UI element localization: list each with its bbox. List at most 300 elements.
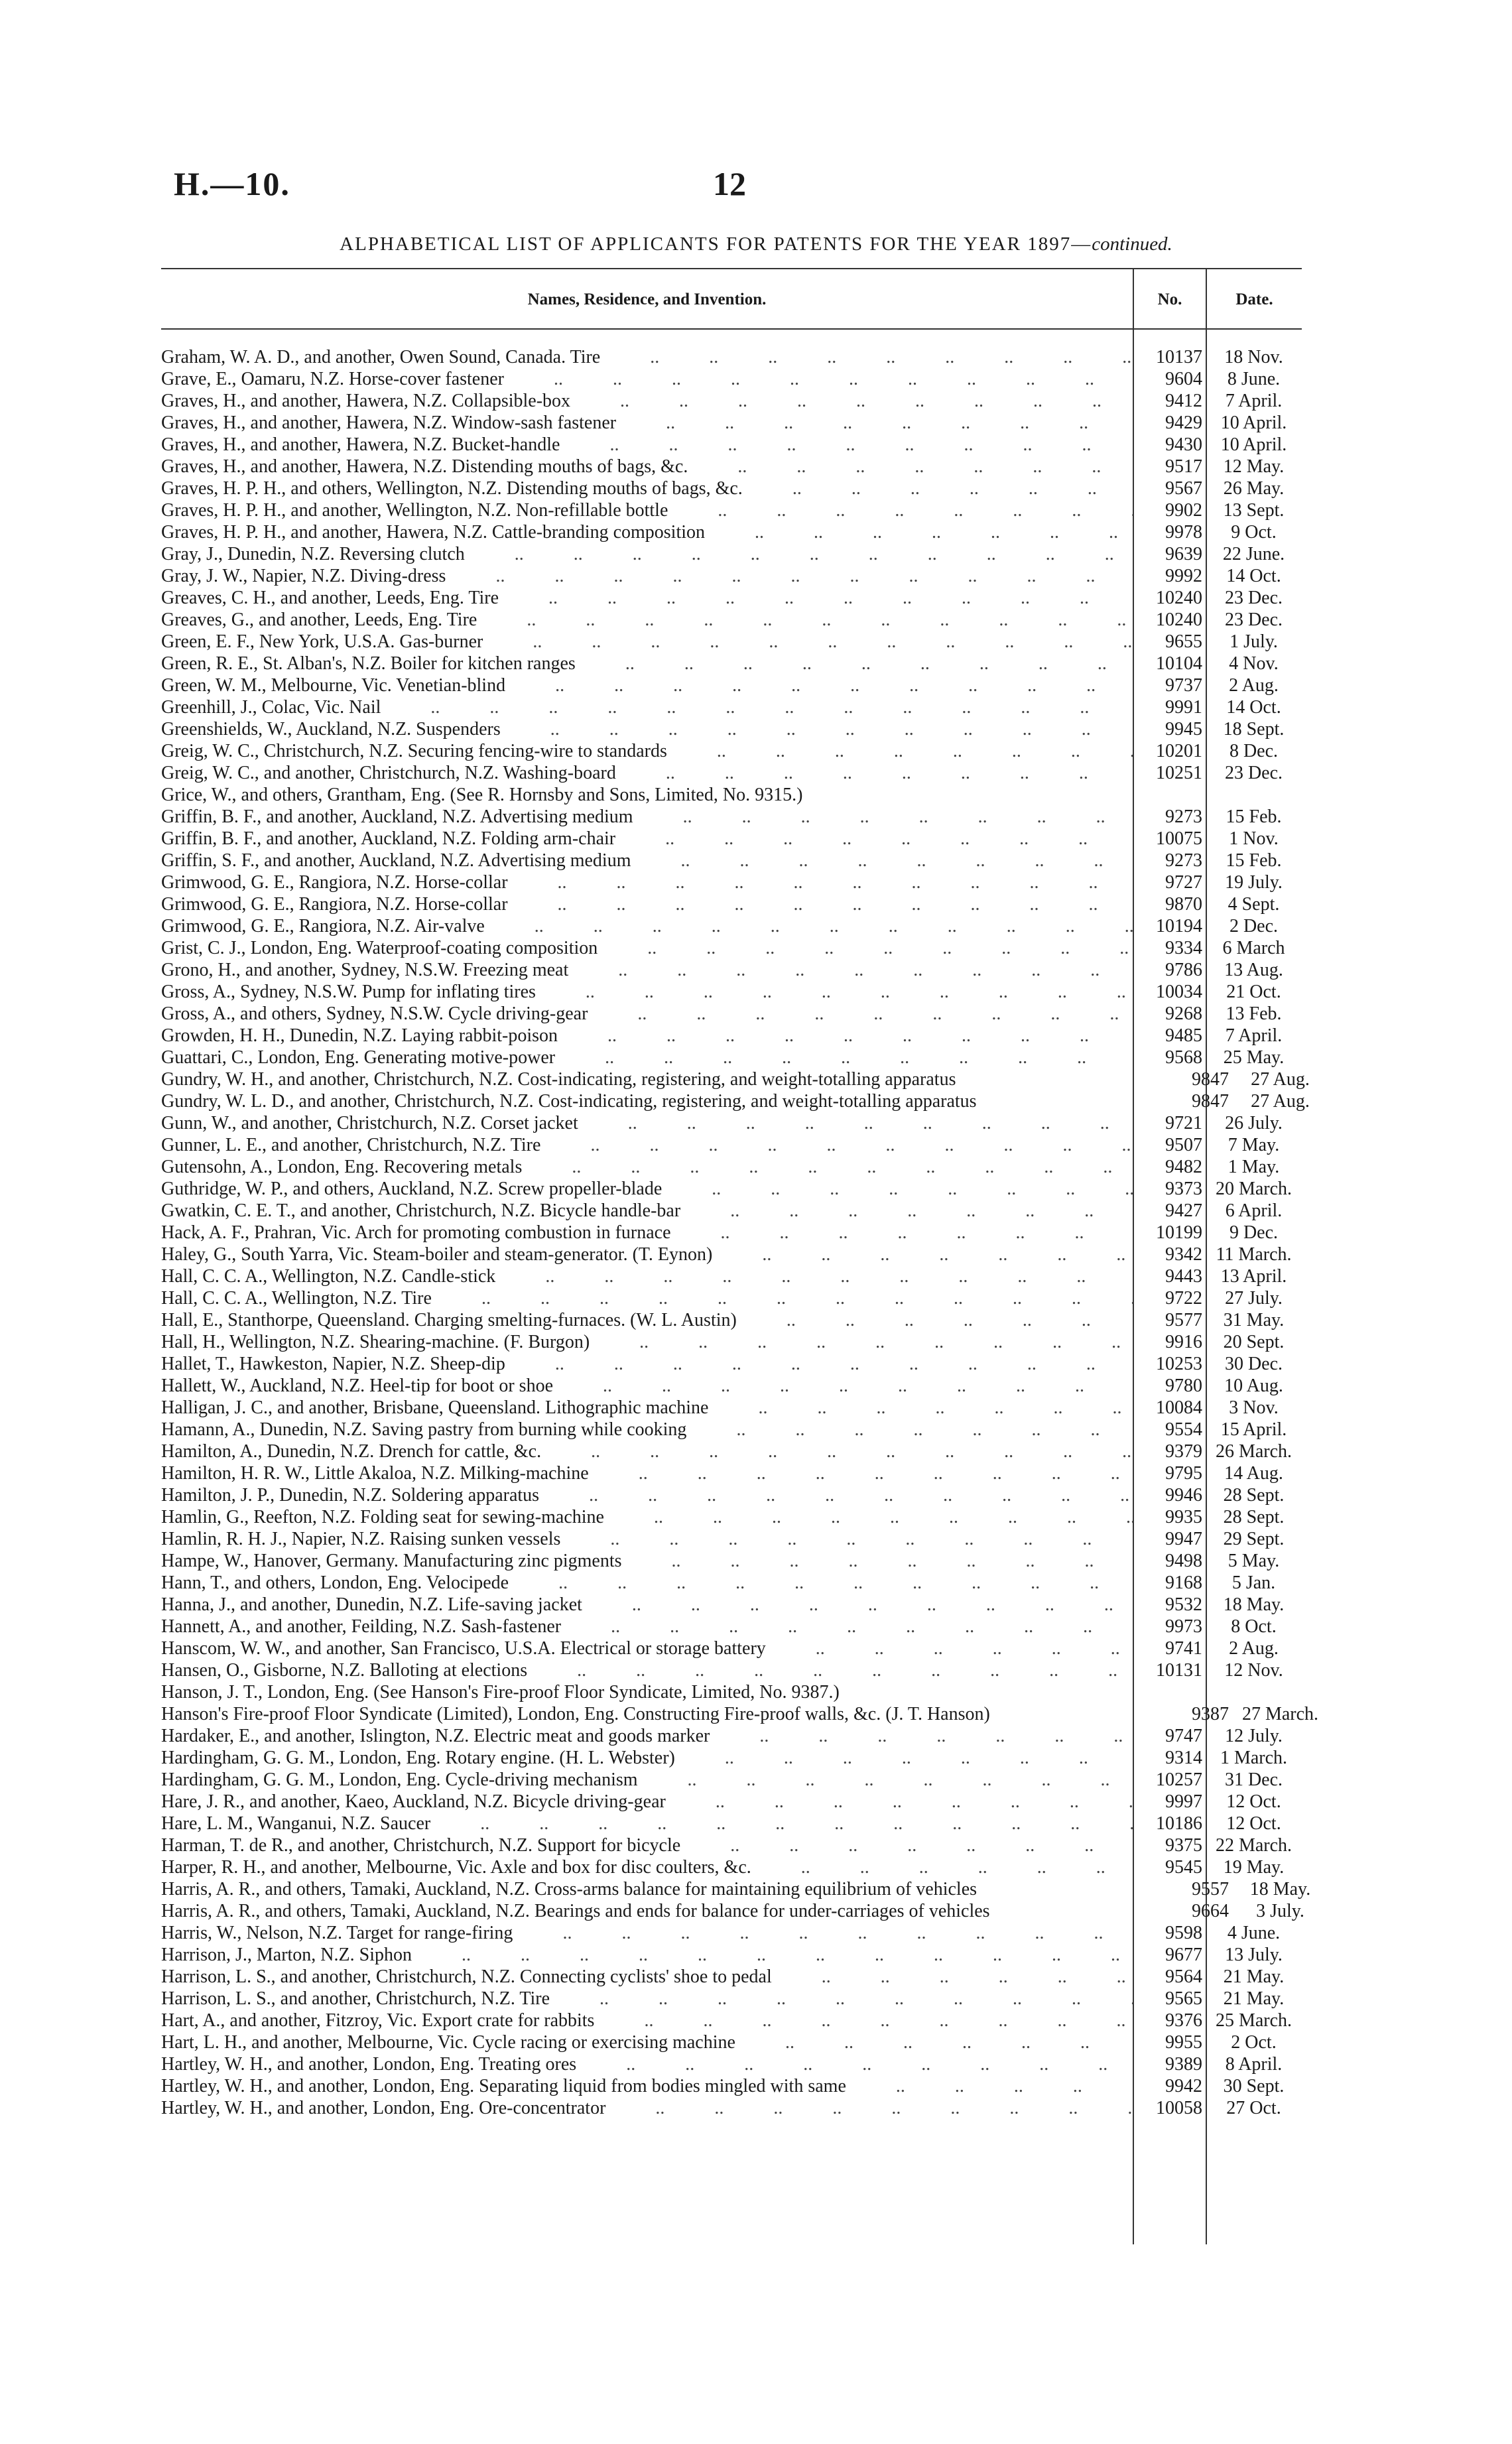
applicant-entry: Hansen, O., Gisborne, N.Z. Balloting at elections .. .. xyxy=(161,1659,1133,1681)
table-header-rule xyxy=(161,328,1302,330)
table-row xyxy=(161,1878,1311,1900)
applicant-entry: Gray, J. W., Napier, N.Z. Diving-dress .. .. xyxy=(161,565,1133,587)
applicant-entry: Graves, H. P. H., and another, Hawera, N.Z. Cattle-branding composition .. .. xyxy=(161,521,1133,543)
table-row xyxy=(161,981,1302,1003)
application-date: 12 Oct. xyxy=(1226,1813,1281,1834)
applicant-entry: Graves, H., and another, Hawera, N.Z. Bucket-handle .. .. xyxy=(161,434,1133,456)
applicant-entry: Griffin, B. F., and another, Auckland, N.Z. Advertising medium .. .. xyxy=(161,806,1133,828)
patent-number: 10084 xyxy=(1156,1397,1202,1418)
applicant-entry: Grist, C. J., London, Eng. Waterproof-coating composition .. .. xyxy=(161,937,1133,959)
applicant-entry: Greaves, C. H., and another, Leeds, Eng. Tire .. .. xyxy=(161,587,1133,609)
table-row xyxy=(161,1572,1302,1594)
table-row xyxy=(161,1419,1302,1441)
table-row xyxy=(161,1791,1302,1813)
applicant-entry: Graves, H., and another, Hawera, N.Z. Collapsible-box .. .. xyxy=(161,390,1133,412)
patent-number: 9568 xyxy=(1165,1047,1202,1068)
application-date: 15 Feb. xyxy=(1226,850,1282,871)
patent-number: 9342 xyxy=(1165,1244,1202,1265)
application-date: 21 May. xyxy=(1223,1966,1285,1987)
applicant-entry: Hardingham, G. G. M., London, Eng. Cycle-driving mechanism .. .. xyxy=(161,1769,1133,1791)
table-row xyxy=(161,2010,1302,2031)
patent-number: 9655 xyxy=(1165,631,1202,652)
application-date: 14 Oct. xyxy=(1226,566,1281,586)
table-row xyxy=(161,1856,1302,1878)
applicant-entry: Hallet, T., Hawkeston, Napier, N.Z. Sheep-dip .. .. xyxy=(161,1353,1133,1375)
applicant-entry: Grimwood, G. E., Rangiora, N.Z. Air-valve .. .. xyxy=(161,915,1133,937)
applicant-entry: Hall, C. C. A., Wellington, N.Z. Tire .. .. xyxy=(161,1287,1133,1309)
patent-number: 9664 xyxy=(1192,1901,1229,1921)
table-row xyxy=(161,1375,1302,1397)
table-row xyxy=(161,1988,1302,2010)
table-row xyxy=(161,456,1302,478)
patent-number: 10131 xyxy=(1156,1660,1202,1681)
application-date: 30 Dec. xyxy=(1224,1354,1283,1374)
table-row xyxy=(161,1244,1302,1265)
table-row xyxy=(161,478,1302,499)
table-row xyxy=(161,1638,1302,1659)
applicant-entry: Guthridge, W. P., and others, Auckland, N.Z. Screw propeller-blade .. .. xyxy=(161,1178,1133,1200)
application-date: 2 Dec. xyxy=(1229,916,1279,936)
table-row xyxy=(161,1528,1302,1550)
applicant-entry: Harris, A. R., and others, Tamaki, Auckland, N.Z. Cross-arms balance for maintaining equilibrium of vehicles xyxy=(161,1879,977,1899)
patent-number: 9722 xyxy=(1165,1288,1202,1309)
applicant-entry: Gwatkin, C. E. T., and another, Christchurch, N.Z. Bicycle handle-bar .. .. xyxy=(161,1200,1133,1222)
application-date: 25 March. xyxy=(1215,2010,1292,2031)
application-date: 2 Aug. xyxy=(1229,675,1279,696)
patent-number: 9677 xyxy=(1165,1945,1202,1965)
table-row xyxy=(161,959,1302,981)
applicant-entry: Gunner, L. E., and another, Christchurch, N.Z. Tire .. .. xyxy=(161,1134,1133,1156)
applicant-entry: Grimwood, G. E., Rangiora, N.Z. Horse-collar .. .. xyxy=(161,893,1133,915)
applicant-entry: Harman, T. de R., and another, Christchurch, N.Z. Support for bicycle .. .. xyxy=(161,1834,1133,1856)
application-date: 4 June. xyxy=(1227,1923,1281,1943)
application-date: 13 Feb. xyxy=(1226,1003,1282,1024)
application-date: 3 Nov. xyxy=(1229,1397,1279,1418)
applicant-entry: Green, R. E., St. Alban's, N.Z. Boiler for kitchen ranges .. .. xyxy=(161,653,1133,675)
applicant-entry: Hamann, A., Dunedin, N.Z. Saving pastry from burning while cooking .. .. xyxy=(161,1419,1133,1441)
applicant-entry: Grave, E., Oamaru, N.Z. Horse-cover fastener .. .. xyxy=(161,368,1133,390)
applicant-entry: Hamlin, R. H. J., Napier, N.Z. Raising sunken vessels .. .. xyxy=(161,1528,1133,1550)
applicant-entry: Griffin, B. F., and another, Auckland, N.Z. Folding arm-chair .. .. xyxy=(161,828,1133,850)
applicant-entry: Hardingham, G. G. M., London, Eng. Rotary engine. (H. L. Webster) .. .. xyxy=(161,1747,1133,1769)
applicant-entry: Hannett, A., and another, Feilding, N.Z. Sash-fastener .. .. xyxy=(161,1616,1133,1638)
application-date: 3 July. xyxy=(1256,1901,1304,1921)
applicant-entry: Hart, L. H., and another, Melbourne, Vic. Cycle racing or exercising machine .. .. xyxy=(161,2031,1133,2053)
applicant-entry: Hare, J. R., and another, Kaeo, Auckland, N.Z. Bicycle driving-gear .. .. xyxy=(161,1791,1133,1813)
patent-number: 9430 xyxy=(1165,434,1202,455)
patent-number: 9564 xyxy=(1165,1966,1202,1987)
patent-number: 10034 xyxy=(1156,982,1202,1002)
patent-number: 9973 xyxy=(1165,1616,1202,1637)
application-date: 29 Sept. xyxy=(1223,1529,1285,1549)
application-date xyxy=(1232,784,1328,806)
table-row xyxy=(161,1068,1310,1090)
application-date: 13 Aug. xyxy=(1224,960,1283,980)
patent-number: 9577 xyxy=(1165,1310,1202,1330)
table-row xyxy=(161,1922,1302,1944)
table-row xyxy=(161,368,1302,390)
table-row xyxy=(161,828,1302,850)
patent-number: 9780 xyxy=(1165,1376,1202,1396)
patent-number: 9376 xyxy=(1165,2010,1202,2031)
column-header-names: Names, Residence, and Invention. xyxy=(527,290,767,308)
application-date: 14 Oct. xyxy=(1226,697,1281,718)
applicant-entry: Gundry, W. H., and another, Christchurch, N.Z. Cost-indicating, registering, and weight-totalling apparatus xyxy=(161,1069,956,1090)
patent-number: 9412 xyxy=(1165,391,1202,411)
table-row xyxy=(161,390,1302,412)
application-date: 8 June. xyxy=(1227,369,1281,389)
patent-number: 9945 xyxy=(1165,719,1202,740)
application-date: 10 Aug. xyxy=(1224,1376,1283,1396)
applicant-entry: Greaves, G., and another, Leeds, Eng. Tire .. .. xyxy=(161,609,1133,631)
list-title-text: ALPHABETICAL LIST OF APPLICANTS FOR PATENTS FOR THE YEAR 1897— xyxy=(340,233,1092,255)
patent-number: 9389 xyxy=(1165,2054,1202,2075)
table-row xyxy=(161,346,1302,368)
table-row xyxy=(161,2075,1302,2097)
table-row xyxy=(161,434,1302,456)
application-date: 10 April. xyxy=(1220,413,1287,433)
table-row xyxy=(161,412,1302,434)
application-date xyxy=(1232,1681,1328,1703)
application-date: 27 July. xyxy=(1225,1288,1283,1309)
table-row xyxy=(161,850,1302,871)
patent-number: 9554 xyxy=(1165,1419,1202,1440)
applicant-entry: Hamilton, A., Dunedin, N.Z. Drench for cattle, &c. .. .. xyxy=(161,1441,1133,1462)
application-date: 20 March. xyxy=(1215,1179,1292,1199)
application-date: 23 Dec. xyxy=(1224,588,1283,608)
table-row xyxy=(161,1441,1302,1462)
table-row xyxy=(161,740,1302,762)
patent-number: 9741 xyxy=(1165,1638,1202,1659)
patent-number: 9517 xyxy=(1165,456,1202,477)
application-date: 22 June. xyxy=(1222,544,1285,564)
patent-number: 9507 xyxy=(1165,1135,1202,1155)
application-date: 2 Aug. xyxy=(1229,1638,1279,1659)
applicant-entry: Hare, L. M., Wanganui, N.Z. Saucer .. .. xyxy=(161,1813,1133,1834)
table-row xyxy=(161,653,1302,675)
applicant-entry: Harrison, L. S., and another, Christchurch, N.Z. Connecting cyclists' shoe to pedal .. .. xyxy=(161,1966,1133,1988)
patent-number: 9429 xyxy=(1165,413,1202,433)
applicant-entry: Greenshields, W., Auckland, N.Z. Suspenders .. .. xyxy=(161,718,1133,740)
application-date: 13 April. xyxy=(1220,1266,1287,1287)
application-date: 21 May. xyxy=(1223,1988,1285,2009)
application-date: 26 March. xyxy=(1215,1441,1292,1462)
patent-number: 9532 xyxy=(1165,1594,1202,1615)
applicant-entry: Harris, A. R., and others, Tamaki, Auckland, N.Z. Bearings and ends for balance for under-carriages of vehicles xyxy=(161,1901,990,1921)
patent-number xyxy=(1159,784,1232,806)
applicant-entry: Gunn, W., and another, Christchurch, N.Z. Corset jacket .. .. xyxy=(161,1112,1133,1134)
patent-number: 9992 xyxy=(1165,566,1202,586)
patent-number: 9847 xyxy=(1192,1069,1229,1090)
applicant-entry: Grice, W., and others, Grantham, Eng. (See R. Hornsby and Sons, Limited, No. 9315.) xyxy=(161,785,803,805)
patent-number: 9168 xyxy=(1165,1573,1202,1593)
list-title xyxy=(159,233,1353,255)
applicant-entry: Graves, H., and another, Hawera, N.Z. Distending mouths of bags, &c. .. .. xyxy=(161,456,1133,478)
table-row xyxy=(161,2053,1302,2075)
application-date: 18 Nov. xyxy=(1224,347,1283,367)
applicant-entry: Guattari, C., London, Eng. Generating motive-power .. .. xyxy=(161,1047,1133,1068)
table-row xyxy=(161,1397,1302,1419)
table-row xyxy=(161,1769,1302,1791)
table-row xyxy=(161,1178,1302,1200)
table-row xyxy=(161,871,1302,893)
patent-number: 9443 xyxy=(1165,1266,1202,1287)
patent-number: 9334 xyxy=(1165,938,1202,958)
page-number: 12 xyxy=(713,165,746,202)
column-header-date: Date. xyxy=(1235,290,1273,308)
applicant-entry: Hamilton, J. P., Dunedin, N.Z. Soldering apparatus .. .. xyxy=(161,1484,1133,1506)
table-row xyxy=(161,1725,1302,1747)
patent-number: 9870 xyxy=(1165,894,1202,915)
table-row xyxy=(161,1703,1319,1725)
table-row xyxy=(161,499,1302,521)
applicant-entry: Hack, A. F., Prahran, Vic. Arch for promoting combustion in furnace .. .. xyxy=(161,1222,1133,1244)
application-date: 1 March. xyxy=(1220,1748,1288,1768)
table-row xyxy=(161,1112,1302,1134)
patent-number: 9268 xyxy=(1165,1003,1202,1024)
patent-number: 10240 xyxy=(1156,588,1202,608)
application-date: 1 July. xyxy=(1229,631,1278,652)
application-date: 1 Nov. xyxy=(1229,828,1279,849)
table-row xyxy=(161,1222,1302,1244)
applicant-entry: Hanson's Fire-proof Floor Syndicate (Limited), London, Eng. Constructing Fire-proof walls, &c. (J. T. Hanson) xyxy=(161,1704,990,1724)
applicant-entry: Graves, H., and another, Hawera, N.Z. Window-sash fastener .. .. xyxy=(161,412,1133,434)
application-date: 7 April. xyxy=(1225,391,1283,411)
patent-number: 9557 xyxy=(1192,1879,1229,1899)
patent-number: 10201 xyxy=(1156,741,1202,761)
table-row xyxy=(161,609,1302,631)
application-date: 25 May. xyxy=(1223,1047,1285,1068)
table-row xyxy=(161,587,1302,609)
table-row xyxy=(161,1681,1302,1703)
table-row xyxy=(161,1200,1302,1222)
patent-number: 10257 xyxy=(1156,1769,1202,1790)
application-date: 31 May. xyxy=(1223,1310,1285,1330)
application-date: 12 July. xyxy=(1225,1726,1283,1746)
application-date: 23 Dec. xyxy=(1224,610,1283,630)
application-date: 11 March. xyxy=(1216,1244,1292,1265)
table-row xyxy=(161,762,1302,784)
table-row xyxy=(161,696,1302,718)
application-date: 5 May. xyxy=(1228,1551,1280,1571)
patent-number: 9598 xyxy=(1165,1923,1202,1943)
applicant-entry: Harper, R. H., and another, Melbourne, Vic. Axle and box for disc coulters, &c. .. .. xyxy=(161,1856,1133,1878)
application-date: 28 Sept. xyxy=(1223,1485,1285,1506)
patent-number: 9978 xyxy=(1165,522,1202,543)
patent-number xyxy=(1159,1681,1232,1703)
patent-number: 9955 xyxy=(1165,2032,1202,2053)
applicant-list xyxy=(161,346,1319,2119)
applicant-entry: Hart, A., and another, Fitzroy, Vic. Export crate for rabbits .. .. xyxy=(161,2010,1133,2031)
applicant-entry: Gutensohn, A., London, Eng. Recovering metals .. .. xyxy=(161,1156,1133,1178)
applicant-entry: Greig, W. C., and another, Christchurch, N.Z. Washing-board .. .. xyxy=(161,762,1133,784)
patent-number: 10251 xyxy=(1156,763,1202,783)
patent-number: 9916 xyxy=(1165,1332,1202,1352)
table-row xyxy=(161,1506,1302,1528)
application-date: 5 Jan. xyxy=(1231,1573,1276,1593)
applicant-entry: Hampe, W., Hanover, Germany. Manufacturing zinc pigments .. .. xyxy=(161,1550,1133,1572)
table-row xyxy=(161,1134,1302,1156)
patent-number: 9747 xyxy=(1165,1726,1202,1746)
applicant-entry: Hanscom, W. W., and another, San Francisco, U.S.A. Electrical or storage battery .. .. xyxy=(161,1638,1133,1659)
applicant-entry: Gross, A., and others, Sydney, N.S.W. Cycle driving-gear .. .. xyxy=(161,1003,1133,1025)
applicant-entry: Hartley, W. H., and another, London, Eng. Separating liquid from bodies mingled with same .. .. xyxy=(161,2075,1133,2097)
applicant-entry: Griffin, S. F., and another, Auckland, N.Z. Advertising medium .. .. xyxy=(161,850,1133,871)
application-date: 18 Sept. xyxy=(1223,719,1285,740)
patent-number: 9485 xyxy=(1165,1025,1202,1046)
table-row xyxy=(161,1813,1302,1834)
patent-number: 9604 xyxy=(1165,369,1202,389)
table-row xyxy=(161,1900,1302,1922)
table-row xyxy=(161,565,1302,587)
application-date: 31 Dec. xyxy=(1224,1769,1283,1790)
patent-number: 9942 xyxy=(1165,2076,1202,2096)
table-row xyxy=(161,1047,1302,1068)
application-date: 30 Sept. xyxy=(1223,2076,1285,2096)
application-date: 9 Dec. xyxy=(1229,1222,1279,1243)
applicant-entry: Greig, W. C., Christchurch, N.Z. Securing fencing-wire to standards .. .. xyxy=(161,740,1133,762)
application-date: 4 Sept. xyxy=(1228,894,1280,915)
application-date: 18 May. xyxy=(1249,1879,1311,1899)
patent-number: 9935 xyxy=(1165,1507,1202,1527)
patent-number: 9498 xyxy=(1165,1551,1202,1571)
list-title-continued: continued. xyxy=(1092,233,1172,255)
applicant-entry: Grimwood, G. E., Rangiora, N.Z. Horse-collar .. .. xyxy=(161,871,1133,893)
application-date: 27 Aug. xyxy=(1251,1091,1310,1112)
table-row xyxy=(161,1462,1302,1484)
table-row xyxy=(161,1616,1302,1638)
application-date: 18 May. xyxy=(1223,1594,1285,1615)
table-top-rule xyxy=(161,268,1302,269)
application-date: 10 April. xyxy=(1220,434,1287,455)
applicant-entry: Harris, W., Nelson, N.Z. Target for range-firing .. .. xyxy=(161,1922,1133,1944)
application-date: 12 May. xyxy=(1223,456,1285,477)
application-date: 15 Feb. xyxy=(1226,806,1282,827)
application-date: 26 May. xyxy=(1223,478,1285,499)
applicant-entry: Hallett, W., Auckland, N.Z. Heel-tip for boot or shoe .. .. xyxy=(161,1375,1133,1397)
patent-number: 9427 xyxy=(1165,1200,1202,1221)
application-date: 12 Nov. xyxy=(1224,1660,1283,1681)
table-row xyxy=(161,718,1302,740)
table-row xyxy=(161,1747,1302,1769)
table-row xyxy=(161,1966,1302,1988)
table-row xyxy=(161,1594,1302,1616)
patent-number: 9273 xyxy=(1165,850,1202,871)
applicant-entry: Haley, G., South Yarra, Vic. Steam-boiler and steam-generator. (T. Eynon) .. .. xyxy=(161,1244,1133,1265)
table-row xyxy=(161,521,1302,543)
patent-number: 10058 xyxy=(1156,2098,1202,2118)
applicant-entry: Grono, H., and another, Sydney, N.S.W. Freezing meat .. .. xyxy=(161,959,1133,981)
column-header-no: No. xyxy=(1157,290,1182,308)
application-date: 19 July. xyxy=(1225,872,1283,893)
application-date: 21 Oct. xyxy=(1226,982,1281,1002)
table-row xyxy=(161,937,1302,959)
patent-number: 9482 xyxy=(1165,1157,1202,1177)
patent-number: 9639 xyxy=(1165,544,1202,564)
patent-number: 9373 xyxy=(1165,1179,1202,1199)
application-date: 26 July. xyxy=(1225,1113,1283,1133)
application-date: 27 March. xyxy=(1241,1704,1319,1724)
patent-number: 9565 xyxy=(1165,1988,1202,2009)
application-date: 4 Nov. xyxy=(1229,653,1279,674)
table-row xyxy=(161,1309,1302,1331)
application-date: 8 Dec. xyxy=(1229,741,1279,761)
table-row xyxy=(161,1156,1302,1178)
applicant-entry: Graves, H. P. H., and another, Wellington, N.Z. Non-refillable bottle .. .. xyxy=(161,499,1133,521)
table-row xyxy=(161,806,1302,828)
patent-number: 9273 xyxy=(1165,806,1202,827)
application-date: 15 April. xyxy=(1220,1419,1287,1440)
applicant-entry: Hamlin, G., Reefton, N.Z. Folding seat for sewing-machine .. .. xyxy=(161,1506,1133,1528)
applicant-entry: Halligan, J. C., and another, Brisbane, Queensland. Lithographic machine .. .. xyxy=(161,1397,1133,1419)
patent-number: 10240 xyxy=(1156,610,1202,630)
patent-number: 9795 xyxy=(1165,1463,1202,1484)
table-row xyxy=(161,1659,1302,1681)
table-row xyxy=(161,1003,1302,1025)
applicant-entry: Hanson, J. T., London, Eng. (See Hanson's Fire-proof Floor Syndicate, Limited, No. 9387.) xyxy=(161,1682,840,1703)
application-date: 9 Oct. xyxy=(1231,522,1277,543)
applicant-entry: Gross, A., Sydney, N.S.W. Pump for inflating tires .. .. xyxy=(161,981,1133,1003)
patent-number: 9379 xyxy=(1165,1441,1202,1462)
application-date: 8 April. xyxy=(1225,2054,1283,2075)
application-date: 28 Sept. xyxy=(1223,1507,1285,1527)
application-date: 1 May. xyxy=(1228,1157,1280,1177)
table-row xyxy=(161,1025,1302,1047)
patent-number: 9375 xyxy=(1165,1835,1202,1856)
patent-number: 10194 xyxy=(1156,916,1202,936)
table-row xyxy=(161,1265,1302,1287)
applicant-entry: Hardaker, E., and another, Islington, N.Z. Electric meat and goods marker .. .. xyxy=(161,1725,1133,1747)
application-date: 13 July. xyxy=(1225,1945,1283,1965)
applicant-entry: Hall, E., Stanthorpe, Queensland. Charging smelting-furnaces. (W. L. Austin) .. .. xyxy=(161,1309,1133,1331)
table-row xyxy=(161,1353,1302,1375)
patent-number: 9314 xyxy=(1165,1748,1202,1768)
application-date: 14 Aug. xyxy=(1224,1463,1283,1484)
table-row xyxy=(161,1944,1302,1966)
applicant-entry: Harrison, J., Marton, N.Z. Siphon .. .. xyxy=(161,1944,1133,1966)
application-date: 2 Oct. xyxy=(1231,2032,1277,2053)
applicant-entry: Green, W. M., Melbourne, Vic. Venetian-blind .. .. xyxy=(161,675,1133,696)
patent-number: 9567 xyxy=(1165,478,1202,499)
patent-number: 9902 xyxy=(1165,500,1202,521)
application-date: 19 May. xyxy=(1223,1857,1285,1878)
application-date: 12 Oct. xyxy=(1226,1791,1281,1812)
applicant-entry: Greenhill, J., Colac, Vic. Nail .. .. xyxy=(161,696,1133,718)
applicant-entry: Hanna, J., and another, Dunedin, N.Z. Life-saving jacket .. .. xyxy=(161,1594,1133,1616)
table-row xyxy=(161,784,1302,806)
patent-number: 9991 xyxy=(1165,697,1202,718)
table-row xyxy=(161,2031,1302,2053)
table-row xyxy=(161,1550,1302,1572)
table-row xyxy=(161,2097,1302,2119)
patent-number: 9947 xyxy=(1165,1529,1202,1549)
applicant-entry: Gray, J., Dunedin, N.Z. Reversing clutch .. .. xyxy=(161,543,1133,565)
application-date: 7 April. xyxy=(1225,1025,1283,1046)
patent-number: 9387 xyxy=(1192,1704,1229,1724)
application-date: 27 Oct. xyxy=(1226,2098,1281,2118)
applicant-entry: Hann, T., and others, London, Eng. Velocipede .. .. xyxy=(161,1572,1133,1594)
table-row xyxy=(161,675,1302,696)
patent-number: 9946 xyxy=(1165,1485,1202,1506)
table-row xyxy=(161,893,1302,915)
application-date: 20 Sept. xyxy=(1223,1332,1285,1352)
application-date: 6 March xyxy=(1222,938,1285,958)
applicant-entry: Hall, C. C. A., Wellington, N.Z. Candle-stick .. .. xyxy=(161,1265,1133,1287)
patent-number: 10137 xyxy=(1156,347,1202,367)
patent-number: 9737 xyxy=(1165,675,1202,696)
table-row xyxy=(161,1090,1310,1112)
patent-number: 10253 xyxy=(1156,1354,1202,1374)
